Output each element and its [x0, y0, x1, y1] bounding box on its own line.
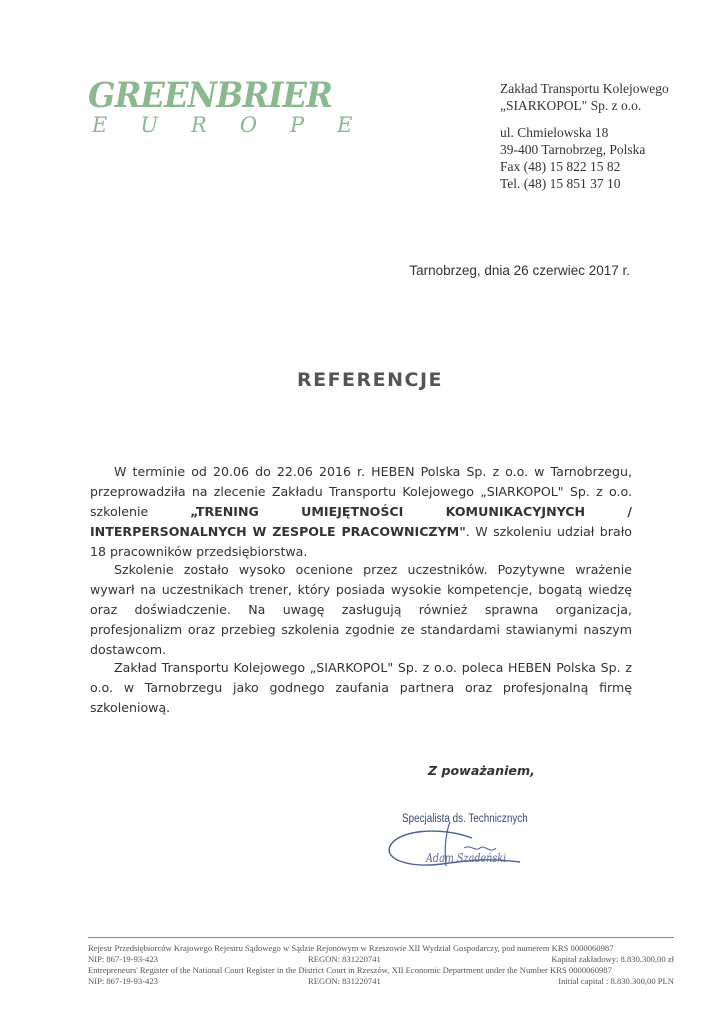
company-tel: Tel. (48) 15 851 37 10	[500, 176, 621, 191]
company-name-line1: Zakład Transportu Kolejowego	[500, 81, 669, 96]
footer-polish	[88, 943, 674, 965]
footer-pl-regon: REGON: 831220741	[308, 954, 381, 964]
footer-en-capital: Initial capital : 8.830.300,00 PLN	[558, 976, 674, 986]
greenbrier-logo	[88, 75, 386, 137]
company-city: 39-400 Tarnobrzeg, Polska	[500, 142, 646, 157]
footer-english	[88, 965, 674, 987]
paragraph-2	[90, 560, 632, 660]
footer-en-regon: REGON: 831220741	[308, 976, 381, 986]
footer-en-register: Entrepreneurs' Register of the National Court Register in the District Court in Rzeszów, XII Economic Department under the Number KRS 0000060987	[88, 965, 612, 975]
footer-pl-capital: Kapitał zakładowy: 8.830.300,00 zł	[551, 954, 674, 964]
signature-stamp-title: Specjalista ds. Technicznych	[402, 813, 528, 825]
footer-pl-nip: NIP: 867-19-93-423	[88, 954, 158, 964]
footer-divider	[88, 937, 674, 938]
letter-date: Tarnobrzeg, dnia 26 czerwiec 2017 r.	[409, 263, 630, 278]
logo-line-1: GREENBRIER	[88, 75, 332, 116]
letter-title: REFERENCJE	[296, 369, 444, 391]
footer-en-nip: NIP: 867-19-93-423	[88, 976, 158, 986]
training-name: „TRENING UMIEJĘTNOŚCI KOMUNIKACYJNYCH / INTERPERSONALNYCH W ZESPOLE PRACOWNICZYM"	[90, 504, 632, 539]
paragraph-3	[90, 658, 632, 718]
company-fax: Fax (48) 15 822 15 82	[500, 159, 621, 174]
company-address	[500, 80, 710, 192]
company-name-line2: „SIARKOPOL" Sp. z o.o.	[500, 98, 642, 113]
paragraph-1-text-b: . W szkoleniu udział brało 18 pracowników przedsiębiorstwa.	[90, 524, 632, 559]
paragraph-3-text: Zakład Transportu Kolejowego „SIARKOPOL" Sp. z o.o. poleca HEBEN Polska Sp. z o.o. w Tarnobrzegu jako godnego zaufania partnera oraz profesjonalną firmę szkoleniową.	[90, 660, 632, 715]
paragraph-1-text-a: W terminie od 20.06 do 22.06 2016 r. HEBEN Polska Sp. z o.o. w Tarnobrzegu, przeprowadziła na zlecenie Zakładu Transportu Kolejowego „SIARKOPOL" Sp. z o.o. szkolenie	[90, 464, 632, 519]
logo-line-2: EUROPE	[92, 113, 386, 137]
footer-pl-register: Rejestr Przedsiębiorców Krajowego Rejestru Sądowego w Sądzie Rejonowym w Rzeszowie XII Wydział Gospodarczy, pod numerem KRS 0000060987	[88, 943, 614, 953]
closing-salutation: Z poważaniem,	[428, 763, 535, 778]
company-street: ul. Chmielowska 18	[500, 125, 609, 140]
signature-name: Adam Szadeński	[426, 851, 507, 865]
paragraph-2-text: Szkolenie zostało wysoko ocenione przez uczestników. Pozytywne wrażenie wywarł na uczestnikach trener, który posiada wysokie kompetencje, bogatą wiedzę oraz doświadczenie. Na uwagę zasługują również sprawna organizacja, profesjonalizm oraz przebieg szkolenia zgodnie ze standardami stawianymi naszym dostawcom.	[90, 562, 632, 657]
paragraph-1	[90, 462, 632, 562]
